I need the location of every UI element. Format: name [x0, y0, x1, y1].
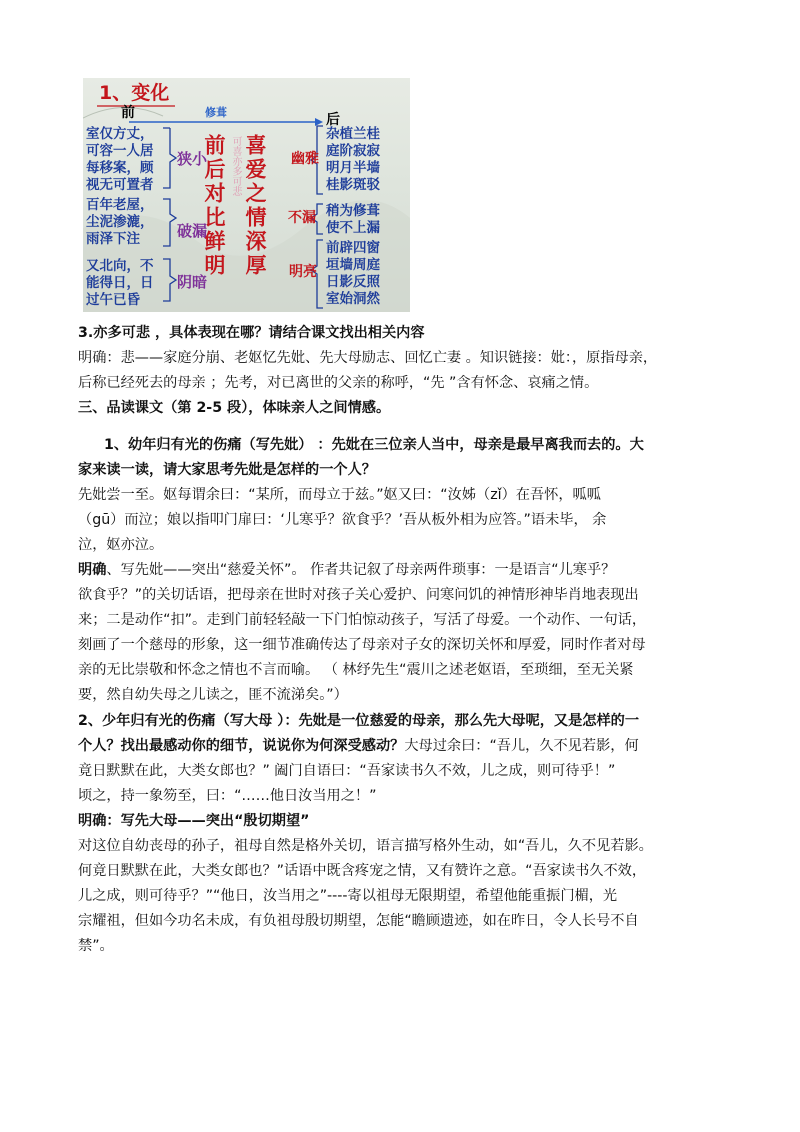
slide-left-group-1: 室仅方丈， 可容一人居 每移案，顾 视无可置者	[86, 126, 154, 193]
slide-vertical-affection: 喜爱之情深厚	[243, 134, 267, 278]
slide-vertical-contrast: 前后对比鲜明	[202, 134, 226, 278]
analysis-line: 何竟日默默在此，大类女郎也？”话语中既含疼宠之情，又有赞许之意。“吾家读书久不效，	[78, 863, 647, 879]
answer-heading: 明确：写先大母——突出“殷切期望”	[78, 813, 310, 829]
slide-left-group-3: 又北向，不 能得日，日 过午已昏	[86, 258, 154, 308]
analysis-line: 明确、写先妣——突出“慈爱关怀”。 作者共记叙了母亲两件琐事：一是语言“儿寒乎？	[78, 562, 616, 578]
analysis-line: 要，然自幼失母之儿读之，匪不流涕矣。”）	[78, 687, 348, 703]
analysis-line: 来；二是动作“扣”。走到门前轻轻敲一下门怕惊动孩子，写活了母爱。一个动作、一句话，	[78, 612, 647, 628]
slide-before-label: 前	[121, 105, 135, 121]
analysis-line: 宗耀祖，但如今功名未成，有负祖母殷切期望，怎能“瞻顾遗迹，如在昨日，令人长号不自	[78, 913, 639, 929]
slide-label-dark: 阴暗	[177, 273, 208, 291]
slide-dotted-text: 可喜亦多可悲	[230, 136, 241, 196]
slide-right-group-3: 前辟四窗 垣墙周庭 日影反照 室始洞然	[326, 240, 380, 307]
subsection-heading: 个人？找出最感动你的细节，说说你为何深受感动？大母过余曰：“吾儿，久不见若影，何	[78, 738, 639, 754]
quote-line: 先妣尝一至。妪每谓余曰：“某所，而母立于兹。”妪又曰：“汝姊（zǐ）在吾怀，呱呱	[78, 487, 601, 503]
slide-label-bright: 明亮	[289, 264, 317, 280]
quote-line: 泣，妪亦泣。	[78, 537, 164, 553]
question-heading: 3.亦多可悲 ，具体表现在哪？请结合课文找出相关内容	[78, 325, 425, 341]
analysis-line: 对这位自幼丧母的孙子，祖母自然是格外关切，语言描写格外生动，如“吾儿，久不见若影。	[78, 838, 653, 854]
quote-line: 顷之，持一象笏至，曰：“……他日汝当用之！”	[78, 788, 377, 804]
subsection-heading: 2、少年归有光的伤痛（写大母 ）：先妣是一位慈爱的母亲，那么先大母呢，又是怎样的一	[78, 713, 640, 729]
slide-after-label: 后	[326, 112, 340, 128]
answer-label: 明确	[78, 562, 107, 578]
slide-left-group-2: 百年老屋， 尘泥渗漉， 雨泽下注	[86, 197, 154, 247]
analysis-line: 禁”。	[78, 938, 114, 954]
slide-label-narrow: 狭小	[177, 150, 208, 168]
slide-arrow-label: 修葺	[205, 106, 227, 119]
answer-line: 明确：悲——家庭分崩、老妪忆先妣、先大母励志、回忆亡妻 。知识链接：妣：，原指母亲，	[78, 350, 658, 366]
subsection-heading: 1、幼年归有光的伤痛（写先妣） ：先妣在三位亲人当中，母亲是最早离我而去的。大	[104, 437, 644, 453]
section-heading: 三、品读课文（第 2-5 段），体味亲人之间情感。	[78, 400, 391, 416]
quote-line: 竟日默默在此，大类女郎也？” 阖门自语曰：“吾家读书久不效，儿之成，则可待乎！”	[78, 763, 616, 779]
slide-label-no-leak: 不漏	[288, 210, 316, 226]
slide-label-leaky: 破漏	[177, 222, 208, 240]
analysis-line: 欲食乎？”的关切话语，把母亲在世时对孩子关心爱护、问寒问饥的神情形神毕肖地表现出	[78, 587, 639, 603]
analysis-line: 儿之成，则可待乎？”“他日，汝当用之”----寄以祖母无限期望，希望他能重振门楣，光	[78, 888, 618, 904]
quote-line: （gū）而泣；娘以指叩门扉曰：‘儿寒乎？欲食乎？’吾从板外相为应答。”语未毕， 余	[78, 512, 607, 528]
analysis-line: 亲的无比崇敬和怀念之情也不言而喻。 （ 林纾先生“震川之述老妪语，至琐细，至无关紧	[78, 662, 634, 678]
subsection-heading: 家来读一读，请大家思考先妣是怎样的一个人？	[78, 462, 376, 478]
slide-title: 1、变化	[99, 82, 170, 104]
slide-label-elegant: 幽雅	[291, 151, 319, 167]
slide-right-group-2: 稍为修葺 使不上漏	[326, 203, 380, 236]
answer-line: 后称已经死去的母亲 ；先考，对已离世的父亲的称呼，“先 ”含有怀念、哀痛之情。	[78, 375, 599, 391]
analysis-line: 刻画了一个慈母的形象，这一细节准确传达了母亲对子女的深切关怀和厚爱，同时作者对母	[78, 637, 646, 653]
slide-right-group-1: 杂植兰桂 庭阶寂寂 明月半墙 桂影斑驳	[326, 126, 380, 193]
comparison-slide-image	[83, 78, 410, 312]
